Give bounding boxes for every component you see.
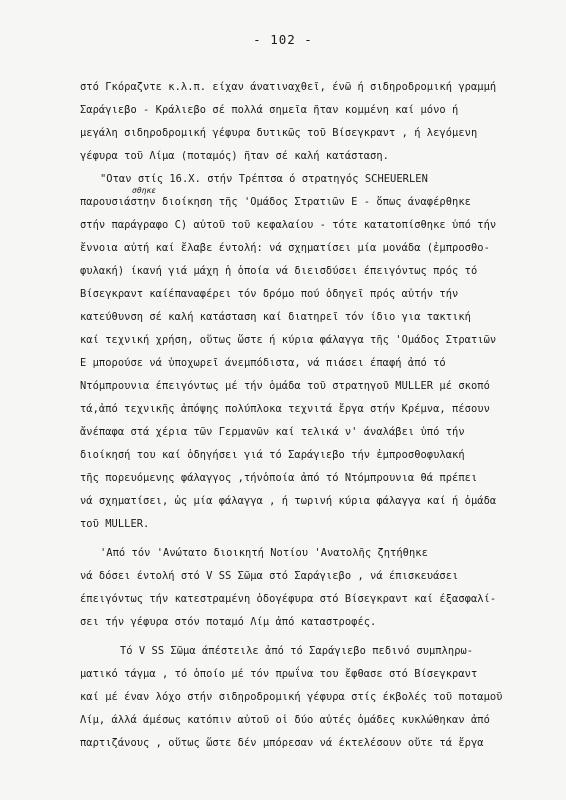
text-line-14: Ντόμπρουνια έπειγόντως μέ τήν ὁμάδα τοῦ στρατηγοῦ MULLER μέ σκοπό [80, 380, 490, 392]
text-line-23: έπειγόντως τήν κατεστραμένη ὁδογέφυρα στό Βίσεγκραντ καί έξασφαλί- [80, 593, 497, 605]
text-line-28: Λίμ, άλλά άμέσως κατόπιν αὐτοῦ οἱ δύο αὐτές ὁμάδες κυκλώθηκαν ἀπό [80, 714, 490, 726]
text-line-5: "Οταν στίς 16.Χ. στήν Τρέπτσα ό στρατηγός SCHEUERLEN [100, 173, 428, 185]
text-line-11: κατεύθυνση σέ καλή κατάσταση καί διατηρεῖ τόν ίδιο για τακτική [80, 311, 471, 323]
text-line-19: νά σχηματίσει, ὡς μία φάλαγγα , ή τωρινή κύρια φάλαγγα καί ή ὁμάδα [80, 495, 497, 507]
text-line-8: ἔννοια αὐτή καί ἔλαβε έντολή: νά σχηματίσει μία μονάδα (ἐμπροσθο- [80, 242, 490, 254]
handwritten-insertion: σθηκε [132, 186, 157, 195]
text-line-2: Σαράγιεβο - Κράλιεβο σέ πολλά σημεῖα ῆταν κομμένη καί μόνο ή [80, 104, 459, 116]
text-line-27: καί μέ έναν λόχο στήν σιδηροδρομική γέφυρα στίς έκβολές τοῦ ποταμοῦ [80, 691, 503, 703]
text-line-9: φυλακή) ίκανή γιά μάχη ἡ ὁποία νά διεισδύσει έπειγόντως πρός τό [80, 265, 478, 277]
text-line-4: γέφυρα τοῦ Λίμα (ποταμός) ῆταν σέ καλή κατάσταση. [80, 150, 389, 162]
text-line-24: σει τήν γέφυρα στόν ποταμό Λίμ ἀπό καταστροφές. [80, 616, 377, 628]
text-line-12: καί τεχνική χρήση, οὕτως ὥστε ή κύρια φάλαγγα τῆς 'Ομάδος Στρατιῶν [80, 334, 497, 346]
text-line-1: στό Γκόραζντε κ.λ.π. είχαν άνατιναχθεῖ, ένῶ ή σιδηροδρομική γραμμή [80, 81, 497, 93]
text-line-6: παρουσιάστην διοίκηση τῆς 'Ομάδος Στρατιῶν Ε - ὅπως άναφέρθηκε [80, 196, 471, 208]
text-line-13: Ε μπορούσε νά ὑποχωρεῖ άνεμπόδιστα, νά πιάσει έπαφή ἀπό τό [80, 357, 446, 369]
text-line-3: μεγάλη σιδηροδρομική γέφυρα δυτικῶς τοῦ Βίσεγκραντ , ή λεγόμενη [80, 127, 478, 139]
text-line-15: τά,ἀπό τεχνικῆς ἀπόψης πολύπλοκα τεχνιτά ἔργα στήν Κρέμνα, πέσουν [80, 403, 490, 415]
text-line-29: παρτιζάνους , οὕτως ὥστε δέν μπόρεσαν νά έκτελέσουν οὔτε τά ἔργα [80, 737, 484, 749]
text-line-22: νά δόσει έντολή στό V SS Σῶμα στό Σαράγιεβο , νά έπισκευάσει [80, 570, 459, 582]
text-line-16: ἄνέπαφα στά χέρια τῶν Γερμανῶν καί τελικά ν' άναλάβει ὑπό τήν [80, 426, 465, 438]
text-line-7: στήν παράγραφο C) αὐτοῦ τοῦ κεφαλαίου - τότε κατατοπίσθηκε ὑπό τήν [80, 219, 497, 231]
text-line-20: τοῦ MULLER. [80, 518, 150, 530]
text-line-25: Τό V SS Σῶμα άπέστειλε ἀπό τό Σαράγιεβο πεδινό συμπληρω- [120, 645, 474, 657]
text-line-21: 'Από τόν 'Ανώτατο διοικητή Νοτίου 'Ανατολῆς ζητήθηκε [100, 547, 428, 559]
text-line-10: Βίσεγκραντ καίέπαναφέρει τόν δρόμο πού ὁδηγεῖ πρός αὐτήν τήν [80, 288, 459, 300]
text-line-26: ματικό τάγμα , τό ὁποίο μέ τόν πρωΐνα του ἔφθασε στό Βίσεγκραντ [80, 668, 478, 680]
text-line-18: τῆς πορευόμενης φάλαγγος ,τήνὁποία ἀπό τό Ντόμπρουνια θά πρέπει [80, 472, 478, 484]
page-number: - 102 - [253, 32, 313, 47]
text-line-17: διοίκησή του καί ὁδηγήσει γιά τό Σαράγιεβο τήν ἐμπροσθοφυλακή [80, 449, 465, 461]
